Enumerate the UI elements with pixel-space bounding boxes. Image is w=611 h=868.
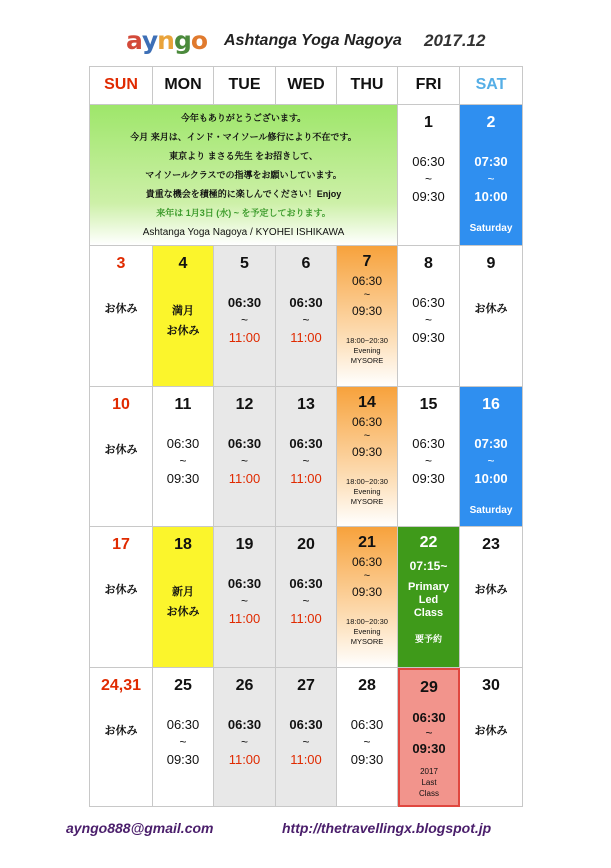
day-number: 1: [424, 114, 433, 131]
closed-label: お休み: [474, 584, 508, 596]
start-time: 06:30: [166, 717, 200, 732]
end-time: 09:30: [412, 189, 445, 204]
time-separator: ~: [363, 289, 371, 301]
day-cell-18: [153, 527, 214, 668]
start-time: 07:30: [474, 154, 508, 169]
day-number: 12: [235, 396, 254, 413]
start-time: 06:30: [166, 436, 200, 451]
class-label: Led: [418, 594, 439, 606]
end-time: 11:00: [290, 330, 322, 345]
start-time: 06:30: [227, 717, 262, 732]
ayngo-logo: [126, 26, 207, 56]
time-separator: ~: [424, 172, 432, 186]
day-cell-26: [214, 668, 276, 807]
closed-label: お休み: [474, 725, 508, 737]
note-line: 今年もありがとうございます。: [180, 113, 307, 123]
page-title: Ashtanga Yoga Nagoya: [224, 32, 402, 49]
note-line: 貴重な機会を積極的に楽しんでください！Enjoy: [145, 189, 342, 199]
saturday-label: Saturday: [469, 505, 513, 516]
note-line: 東京より まさる先生 をお招きして、: [169, 151, 318, 161]
start-time: 06:30: [351, 274, 383, 288]
start-time: 06:30: [289, 295, 323, 310]
day-cell-5: [214, 246, 276, 387]
day-header-wed: WED: [276, 67, 337, 105]
day-cell-24-31: [90, 668, 153, 807]
time-separator: ~: [424, 313, 432, 327]
closed-label: お休み: [166, 325, 200, 337]
day-cell-12: [214, 387, 276, 527]
evening-label: Evening: [353, 346, 381, 355]
start-time: 06:30: [412, 295, 445, 310]
start-time: 06:30: [351, 555, 383, 569]
day-number: 15: [419, 396, 438, 413]
day-cell-19: [214, 527, 276, 668]
day-cell-4: [153, 246, 214, 387]
start-time: 06:30: [350, 717, 384, 732]
end-time: 11:00: [228, 330, 261, 345]
day-cell-14: [337, 387, 398, 527]
day-header-mon: MON: [153, 67, 214, 105]
end-time: 09:30: [412, 741, 446, 756]
day-cell-13: [276, 387, 337, 527]
logo-letter: g: [173, 26, 191, 55]
mysore-label: MYSORE: [350, 637, 384, 646]
start-time: 07:30: [474, 436, 508, 451]
day-cell-3: [90, 246, 153, 387]
day-number: 2: [486, 114, 496, 131]
day-number: 27: [297, 677, 315, 694]
end-time: 11:00: [228, 471, 261, 486]
day-cell-1: [398, 105, 460, 246]
day-cell-10: [90, 387, 153, 527]
time-separator: ~: [424, 454, 432, 468]
day-header-thu: THU: [337, 67, 398, 105]
full-moon-label: 満月: [172, 305, 194, 317]
start-time: 06:30: [351, 415, 383, 429]
end-time: 09:30: [166, 752, 200, 767]
day-number: 14: [358, 394, 376, 411]
day-cell-17: [90, 527, 153, 668]
footer-email[interactable]: ayngo888@gmail.com: [66, 820, 214, 836]
end-time: 09:30: [351, 445, 383, 459]
day-number: 11: [174, 396, 192, 413]
day-cell-7: [337, 246, 398, 387]
day-number: 9: [486, 255, 496, 272]
note-line: 今月 来月は、インド・マイソール修行により不在です。: [130, 132, 357, 142]
note-line-next-year: 来年は 1月3日 (水) ~ を予定しております。: [156, 208, 331, 218]
start-time: 06:30: [289, 576, 323, 591]
calendar-grid: [89, 66, 523, 807]
day-header-sun: SUN: [90, 67, 153, 105]
start-time: 06:30: [289, 436, 323, 451]
day-number: 4: [178, 255, 188, 272]
day-number: 30: [482, 677, 500, 694]
saturday-label: Saturday: [469, 223, 513, 234]
end-time: 11:00: [228, 611, 261, 626]
day-number: 22: [419, 534, 438, 551]
time-separator: ~: [302, 594, 310, 608]
start-time: 06:30: [412, 154, 445, 169]
day-cell-25: [153, 668, 214, 807]
day-cell-6: [276, 246, 337, 387]
day-number: 24,31: [100, 677, 142, 694]
evening-label: Evening: [353, 487, 381, 496]
time-separator: ~: [240, 594, 248, 608]
day-number: 16: [482, 396, 500, 413]
day-number: 21: [358, 534, 376, 551]
end-time: 11:00: [290, 471, 322, 486]
time-separator: ~: [240, 454, 248, 468]
day-number: 20: [297, 536, 315, 553]
logo-letter: n: [157, 26, 174, 55]
start-time: 06:30: [289, 717, 323, 732]
day-cell-2: [460, 105, 523, 246]
day-cell-22: [398, 527, 460, 668]
day-cell-29: [398, 668, 460, 807]
day-cell-21: [337, 527, 398, 668]
day-number: 5: [240, 255, 249, 272]
end-time: 09:30: [412, 471, 445, 486]
day-cell-23: [460, 527, 523, 668]
day-header-fri: FRI: [398, 67, 460, 105]
time-separator: ~: [487, 454, 495, 468]
closed-label: お休み: [104, 725, 138, 737]
end-time: 10:00: [474, 471, 508, 486]
reservation-label: 要予約: [414, 634, 442, 644]
logo-letter: o: [190, 26, 208, 55]
time-separator: ~: [363, 570, 371, 582]
end-time: 11:00: [290, 752, 322, 767]
day-number: 8: [424, 255, 433, 272]
time-separator: ~: [363, 430, 371, 442]
mysore-label: MYSORE: [350, 497, 384, 506]
start-time: 06:30: [412, 710, 446, 725]
closed-label: お休み: [166, 606, 200, 618]
day-cell-27: [276, 668, 337, 807]
evening-time: 18:00~20:30: [346, 477, 388, 486]
day-number: 17: [112, 536, 130, 553]
footer-url[interactable]: http://thetravellingx.blogspot.jp: [282, 820, 492, 836]
start-time: 07:15~: [409, 559, 448, 573]
logo-letter: y: [141, 26, 158, 55]
end-time: 11:00: [228, 752, 261, 767]
class-label: Primary: [408, 581, 449, 593]
time-separator: ~: [425, 726, 433, 740]
day-cell-8: [398, 246, 460, 387]
time-separator: ~: [302, 313, 310, 327]
month-label: 2017.12: [424, 31, 486, 50]
end-time: 09:30: [350, 752, 384, 767]
last-class-label: Class: [418, 789, 439, 798]
end-time: 11:00: [290, 611, 322, 626]
day-cell-28: [337, 668, 398, 807]
day-number: 19: [235, 536, 254, 553]
evening-time: 18:00~20:30: [346, 336, 388, 345]
last-class-label: 2017: [420, 767, 438, 776]
closed-label: お休み: [474, 303, 508, 315]
time-separator: ~: [302, 735, 310, 749]
note-line: マイソールクラスでの指導をお願いしています。: [145, 170, 342, 180]
header: [0, 0, 611, 62]
day-number: 10: [112, 396, 130, 413]
time-separator: ~: [240, 735, 248, 749]
day-number: 23: [482, 536, 500, 553]
day-cell-11: [153, 387, 214, 527]
day-number: 7: [362, 253, 372, 270]
note-signature: Ashtanga Yoga Nagoya / KYOHEI ISHIKAWA: [142, 227, 345, 238]
time-separator: ~: [302, 454, 310, 468]
start-time: 06:30: [227, 295, 262, 310]
time-separator: ~: [179, 735, 187, 749]
start-time: 06:30: [227, 436, 262, 451]
time-separator: ~: [363, 735, 371, 749]
mysore-label: MYSORE: [350, 356, 384, 365]
evening-time: 18:00~20:30: [346, 617, 388, 626]
end-time: 09:30: [351, 304, 383, 318]
start-time: 06:30: [412, 436, 445, 451]
closed-label: お休み: [104, 444, 138, 456]
start-time: 06:30: [227, 576, 262, 591]
closed-label: お休み: [104, 303, 138, 315]
day-cell-20: [276, 527, 337, 668]
new-moon-label: 新月: [172, 586, 194, 598]
announcement-note: [90, 105, 398, 246]
time-separator: ~: [179, 454, 187, 468]
day-cell-9: [460, 246, 523, 387]
end-time: 09:30: [412, 330, 445, 345]
day-number: 28: [358, 677, 376, 694]
evening-label: Evening: [353, 627, 381, 636]
day-cell-16: [460, 387, 523, 527]
last-class-label: Last: [421, 778, 437, 787]
end-time: 09:30: [166, 471, 200, 486]
end-time: 09:30: [351, 585, 383, 599]
day-number: 3: [116, 255, 126, 272]
logo-letter: a: [126, 26, 142, 55]
day-number: 25: [174, 677, 192, 694]
day-cell-30: [460, 668, 523, 807]
day-number: 26: [235, 677, 254, 694]
day-number: 18: [174, 536, 192, 553]
closed-label: お休み: [104, 584, 138, 596]
day-header-tue: TUE: [214, 67, 276, 105]
time-separator: ~: [240, 313, 248, 327]
day-header-sat: SAT: [460, 67, 523, 105]
day-number: 6: [301, 255, 311, 272]
time-separator: ~: [487, 172, 495, 186]
day-number: 29: [420, 679, 438, 696]
day-number: 13: [297, 396, 315, 413]
class-label: Class: [413, 607, 444, 619]
end-time: 10:00: [474, 189, 508, 204]
day-cell-15: [398, 387, 460, 527]
